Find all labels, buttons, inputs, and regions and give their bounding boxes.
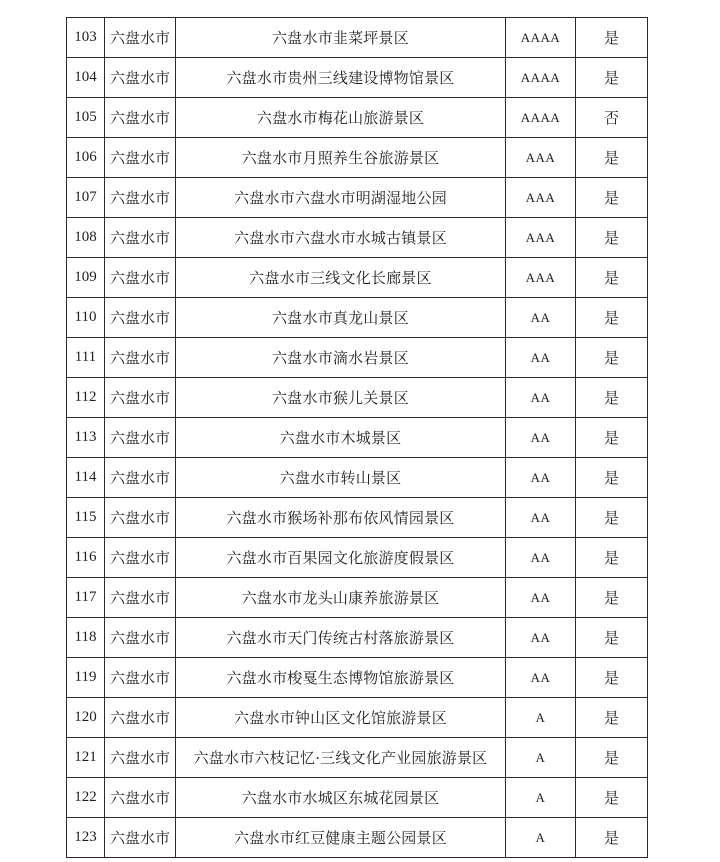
scenic-area-name: 六盘水市六盘水市明湖湿地公园: [176, 178, 506, 218]
city-cell: 六盘水市: [105, 818, 176, 858]
row-number: 107: [67, 178, 105, 218]
table-row: [67, 418, 648, 458]
row-number: 105: [67, 98, 105, 138]
grade-cell: A: [506, 818, 576, 858]
table-row: [67, 458, 648, 498]
grade-cell: A: [506, 778, 576, 818]
table-row: [67, 218, 648, 258]
city-cell: 六盘水市: [105, 458, 176, 498]
table-row: [67, 338, 648, 378]
yes-no-cell: 是: [576, 218, 648, 258]
grade-cell: AAA: [506, 218, 576, 258]
city-cell: 六盘水市: [105, 618, 176, 658]
row-number: 123: [67, 818, 105, 858]
scenic-area-name: 六盘水市百果园文化旅游度假景区: [176, 538, 506, 578]
row-number: 115: [67, 498, 105, 538]
scenic-area-name: 六盘水市真龙山景区: [176, 298, 506, 338]
row-number: 116: [67, 538, 105, 578]
row-number: 117: [67, 578, 105, 618]
city-cell: 六盘水市: [105, 258, 176, 298]
grade-cell: AA: [506, 378, 576, 418]
row-number: 122: [67, 778, 105, 818]
grade-cell: AA: [506, 418, 576, 458]
yes-no-cell: 是: [576, 138, 648, 178]
scenic-area-name: 六盘水市三线文化长廊景区: [176, 258, 506, 298]
grade-cell: AA: [506, 618, 576, 658]
table-row: [67, 98, 648, 138]
scenic-area-name: 六盘水市天门传统古村落旅游景区: [176, 618, 506, 658]
scenic-area-name: 六盘水市猴儿关景区: [176, 378, 506, 418]
row-number: 113: [67, 418, 105, 458]
table-row: [67, 738, 648, 778]
scenic-area-name: 六盘水市梅花山旅游景区: [176, 98, 506, 138]
city-cell: 六盘水市: [105, 218, 176, 258]
row-number: 114: [67, 458, 105, 498]
city-cell: 六盘水市: [105, 738, 176, 778]
yes-no-cell: 是: [576, 378, 648, 418]
row-number: 109: [67, 258, 105, 298]
grade-cell: AA: [506, 338, 576, 378]
yes-no-cell: 是: [576, 778, 648, 818]
row-number: 111: [67, 338, 105, 378]
grade-cell: A: [506, 698, 576, 738]
city-cell: 六盘水市: [105, 498, 176, 538]
row-number: 121: [67, 738, 105, 778]
row-number: 104: [67, 58, 105, 98]
yes-no-cell: 是: [576, 818, 648, 858]
table-row: [67, 178, 648, 218]
row-number: 119: [67, 658, 105, 698]
scenic-area-name: 六盘水市六盘水市水城古镇景区: [176, 218, 506, 258]
yes-no-cell: 否: [576, 98, 648, 138]
yes-no-cell: 是: [576, 458, 648, 498]
grade-cell: AAAA: [506, 58, 576, 98]
scenic-area-name: 六盘水市转山景区: [176, 458, 506, 498]
city-cell: 六盘水市: [105, 578, 176, 618]
yes-no-cell: 是: [576, 698, 648, 738]
grade-cell: AAA: [506, 178, 576, 218]
city-cell: 六盘水市: [105, 18, 176, 58]
scenic-area-name: 六盘水市月照养生谷旅游景区: [176, 138, 506, 178]
row-number: 103: [67, 18, 105, 58]
yes-no-cell: 是: [576, 178, 648, 218]
grade-cell: AAA: [506, 138, 576, 178]
grade-cell: AA: [506, 658, 576, 698]
scenic-area-name: 六盘水市红豆健康主题公园景区: [176, 818, 506, 858]
table-row: [67, 658, 648, 698]
scenic-area-name: 六盘水市钟山区文化馆旅游景区: [176, 698, 506, 738]
city-cell: 六盘水市: [105, 178, 176, 218]
city-cell: 六盘水市: [105, 138, 176, 178]
table-row: [67, 258, 648, 298]
row-number: 108: [67, 218, 105, 258]
table-row: [67, 538, 648, 578]
row-number: 110: [67, 298, 105, 338]
grade-cell: AA: [506, 538, 576, 578]
scenic-area-name: 六盘水市木城景区: [176, 418, 506, 458]
table-row: [67, 298, 648, 338]
city-cell: 六盘水市: [105, 698, 176, 738]
scenic-area-name: 六盘水市滴水岩景区: [176, 338, 506, 378]
table-row: [67, 498, 648, 538]
yes-no-cell: 是: [576, 618, 648, 658]
table-body: [67, 18, 648, 858]
city-cell: 六盘水市: [105, 58, 176, 98]
city-cell: 六盘水市: [105, 418, 176, 458]
scenic-area-name: 六盘水市梭戛生态博物馆旅游景区: [176, 658, 506, 698]
table-row: [67, 58, 648, 98]
yes-no-cell: 是: [576, 538, 648, 578]
grade-cell: AA: [506, 298, 576, 338]
city-cell: 六盘水市: [105, 658, 176, 698]
yes-no-cell: 是: [576, 498, 648, 538]
city-cell: 六盘水市: [105, 778, 176, 818]
row-number: 118: [67, 618, 105, 658]
city-cell: 六盘水市: [105, 298, 176, 338]
city-cell: 六盘水市: [105, 378, 176, 418]
scenic-area-name: 六盘水市贵州三线建设博物馆景区: [176, 58, 506, 98]
table-row: [67, 818, 648, 858]
table-row: [67, 698, 648, 738]
yes-no-cell: 是: [576, 338, 648, 378]
table-row: [67, 618, 648, 658]
scenic-area-name: 六盘水市韭菜坪景区: [176, 18, 506, 58]
yes-no-cell: 是: [576, 58, 648, 98]
table-row: [67, 378, 648, 418]
table-row: [67, 778, 648, 818]
city-cell: 六盘水市: [105, 338, 176, 378]
scenic-area-name: 六盘水市猴场补那布依风情园景区: [176, 498, 506, 538]
yes-no-cell: 是: [576, 738, 648, 778]
grade-cell: AAAA: [506, 18, 576, 58]
row-number: 106: [67, 138, 105, 178]
yes-no-cell: 是: [576, 18, 648, 58]
table-row: [67, 578, 648, 618]
grade-cell: AA: [506, 458, 576, 498]
row-number: 120: [67, 698, 105, 738]
scenic-area-table: [66, 17, 648, 858]
yes-no-cell: 是: [576, 298, 648, 338]
scenic-area-name: 六盘水市龙头山康养旅游景区: [176, 578, 506, 618]
grade-cell: AA: [506, 578, 576, 618]
yes-no-cell: 是: [576, 658, 648, 698]
grade-cell: AAAA: [506, 98, 576, 138]
table-row: [67, 138, 648, 178]
table-row: [67, 18, 648, 58]
grade-cell: A: [506, 738, 576, 778]
yes-no-cell: 是: [576, 258, 648, 298]
yes-no-cell: 是: [576, 578, 648, 618]
scenic-area-name: 六盘水市六枝记忆·三线文化产业园旅游景区: [176, 738, 506, 778]
city-cell: 六盘水市: [105, 538, 176, 578]
row-number: 112: [67, 378, 105, 418]
yes-no-cell: 是: [576, 418, 648, 458]
grade-cell: AAA: [506, 258, 576, 298]
city-cell: 六盘水市: [105, 98, 176, 138]
grade-cell: AA: [506, 498, 576, 538]
scenic-area-name: 六盘水市水城区东城花园景区: [176, 778, 506, 818]
